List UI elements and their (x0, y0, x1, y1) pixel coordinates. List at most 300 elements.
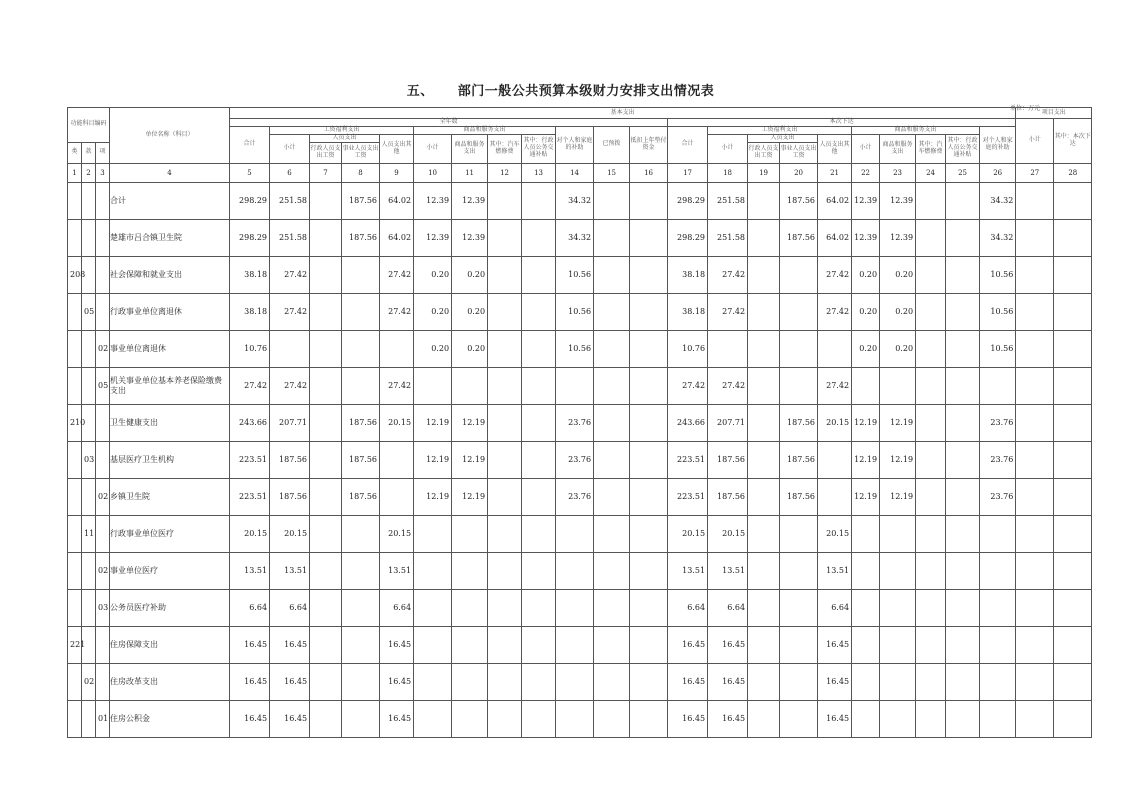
value-cell-col-13 (522, 700, 556, 737)
value-cell-col-14: 23.76 (556, 478, 594, 515)
value-cell-col-5: 6.64 (230, 589, 270, 626)
value-cell-col-16 (630, 589, 668, 626)
value-cell-col-14 (556, 515, 594, 552)
value-cell-col-5: 27.42 (230, 367, 270, 404)
kuan-code-cell: 05 (82, 293, 96, 330)
value-cell-col-17: 16.45 (668, 626, 708, 663)
value-cell-col-16 (630, 441, 668, 478)
column-index-15: 15 (594, 163, 630, 182)
value-cell-col-25 (946, 293, 980, 330)
column-index-10: 10 (414, 163, 452, 182)
value-cell-col-12 (488, 663, 522, 700)
value-cell-col-7 (310, 219, 342, 256)
value-cell-col-19 (748, 293, 780, 330)
value-cell-col-14 (556, 552, 594, 589)
value-cell-col-16 (630, 367, 668, 404)
this-issue-header: 本次下达 (668, 119, 1016, 127)
lei-code-cell (68, 219, 82, 256)
column-index-28: 28 (1054, 163, 1092, 182)
lei-code-cell (68, 589, 82, 626)
value-cell-col-15 (594, 256, 630, 293)
value-cell-col-16 (630, 330, 668, 367)
value-cell-col-11 (452, 700, 488, 737)
value-cell-col-26: 23.76 (980, 441, 1016, 478)
value-cell-col-20: 187.56 (780, 182, 818, 219)
value-cell-col-12 (488, 478, 522, 515)
lei-code-cell: 210 (68, 404, 82, 441)
basic-expense-header: 基本支出 (230, 108, 1016, 119)
value-cell-col-24 (916, 330, 946, 367)
project-expense-header: 项目支出 (1016, 108, 1092, 119)
value-cell-col-28 (1054, 626, 1092, 663)
value-cell-col-27 (1016, 626, 1054, 663)
value-cell-col-8 (342, 552, 380, 589)
carryover-header: 抵扣上年垫付资金 (630, 126, 668, 163)
value-cell-col-22: 0.20 (852, 256, 880, 293)
other-personnel-header-a: 人员支出其他 (380, 134, 414, 163)
value-cell-col-13 (522, 256, 556, 293)
value-cell-col-6 (270, 330, 310, 367)
goods-services-header-a: 商品和服务支出 (452, 134, 488, 163)
unit-name-cell: 住房公积金 (110, 700, 230, 737)
value-cell-col-25 (946, 589, 980, 626)
value-cell-col-25 (946, 367, 980, 404)
total-header: 合计 (230, 126, 270, 163)
value-cell-col-27 (1016, 478, 1054, 515)
value-cell-col-15 (594, 626, 630, 663)
value-cell-col-5: 298.29 (230, 219, 270, 256)
value-cell-col-19 (748, 441, 780, 478)
value-cell-col-24 (916, 293, 946, 330)
column-index-2: 2 (82, 163, 96, 182)
value-cell-col-21: 27.42 (818, 367, 852, 404)
value-cell-col-15 (594, 219, 630, 256)
table-row (68, 663, 1092, 700)
value-cell-col-19 (748, 367, 780, 404)
value-cell-col-21: 20.15 (818, 515, 852, 552)
column-index-24: 24 (916, 163, 946, 182)
value-cell-col-12 (488, 700, 522, 737)
value-cell-col-16 (630, 478, 668, 515)
value-cell-col-16 (630, 700, 668, 737)
xiang-code-cell (96, 256, 110, 293)
value-cell-col-27 (1016, 700, 1054, 737)
value-cell-col-13 (522, 293, 556, 330)
admin-transport-header-b: 其中：行政人员公务交通补贴 (946, 134, 980, 163)
value-cell-col-17: 223.51 (668, 441, 708, 478)
value-cell-col-14: 10.56 (556, 330, 594, 367)
value-cell-col-18 (708, 330, 748, 367)
value-cell-col-21: 16.45 (818, 663, 852, 700)
value-cell-col-22: 12.19 (852, 404, 880, 441)
column-index-26: 26 (980, 163, 1016, 182)
value-cell-col-11 (452, 589, 488, 626)
value-cell-col-9: 64.02 (380, 219, 414, 256)
value-cell-col-16 (630, 256, 668, 293)
value-cell-col-22: 0.20 (852, 330, 880, 367)
kuan-code-cell (82, 330, 96, 367)
value-cell-col-24 (916, 700, 946, 737)
value-cell-col-23: 12.19 (880, 441, 916, 478)
wage-subtotal-header-a: 小计 (270, 134, 310, 163)
value-cell-col-23: 12.19 (880, 478, 916, 515)
value-cell-col-5: 13.51 (230, 552, 270, 589)
value-cell-col-5: 16.45 (230, 663, 270, 700)
value-cell-col-10 (414, 626, 452, 663)
value-cell-col-15 (594, 441, 630, 478)
value-cell-col-10 (414, 663, 452, 700)
kuan-code-cell (82, 589, 96, 626)
value-cell-col-27 (1016, 515, 1054, 552)
unit-name-cell: 卫生健康支出 (110, 404, 230, 441)
value-cell-col-13 (522, 330, 556, 367)
value-cell-col-28 (1054, 478, 1092, 515)
value-cell-col-18: 27.42 (708, 367, 748, 404)
value-cell-col-23: 0.20 (880, 293, 916, 330)
table-row (68, 478, 1092, 515)
value-cell-col-11 (452, 515, 488, 552)
value-cell-col-27 (1016, 441, 1054, 478)
value-cell-col-14: 23.76 (556, 404, 594, 441)
kuan-code-cell (82, 478, 96, 515)
table-row (68, 441, 1092, 478)
value-cell-col-9: 6.64 (380, 589, 414, 626)
value-cell-col-14 (556, 700, 594, 737)
value-cell-col-18: 16.45 (708, 626, 748, 663)
unit-name-cell: 公务员医疗补助 (110, 589, 230, 626)
value-cell-col-17: 38.18 (668, 256, 708, 293)
value-cell-col-7 (310, 182, 342, 219)
value-cell-col-21 (818, 330, 852, 367)
value-cell-col-27 (1016, 404, 1054, 441)
value-cell-col-13 (522, 404, 556, 441)
value-cell-col-13 (522, 515, 556, 552)
column-index-9: 9 (380, 163, 414, 182)
value-cell-col-15 (594, 330, 630, 367)
value-cell-col-8 (342, 589, 380, 626)
lei-code-cell (68, 663, 82, 700)
value-cell-col-6: 6.64 (270, 589, 310, 626)
value-cell-col-25 (946, 663, 980, 700)
kuan-code-cell (82, 219, 96, 256)
lei-code-cell (68, 552, 82, 589)
value-cell-col-19 (748, 700, 780, 737)
value-cell-col-16 (630, 663, 668, 700)
value-cell-col-8: 187.56 (342, 182, 380, 219)
unit-name-cell: 事业单位医疗 (110, 552, 230, 589)
value-cell-col-23 (880, 700, 916, 737)
value-cell-col-22: 0.20 (852, 293, 880, 330)
xiang-code-cell (96, 663, 110, 700)
value-cell-col-27 (1016, 663, 1054, 700)
value-cell-col-14 (556, 367, 594, 404)
value-cell-col-5: 10.76 (230, 330, 270, 367)
value-cell-col-22 (852, 663, 880, 700)
value-cell-col-26: 34.32 (980, 182, 1016, 219)
value-cell-col-24 (916, 367, 946, 404)
table-row (68, 589, 1092, 626)
value-cell-col-24 (916, 404, 946, 441)
value-cell-col-13 (522, 478, 556, 515)
value-cell-col-24 (916, 663, 946, 700)
lei-code-cell (68, 330, 82, 367)
value-cell-col-21 (818, 478, 852, 515)
value-cell-col-21: 27.42 (818, 256, 852, 293)
value-cell-col-10 (414, 367, 452, 404)
total-header-b: 合计 (668, 126, 708, 163)
value-cell-col-6: 20.15 (270, 515, 310, 552)
unit-name-cell: 行政事业单位离退休 (110, 293, 230, 330)
value-cell-col-21: 64.02 (818, 219, 852, 256)
value-cell-col-19 (748, 626, 780, 663)
value-cell-col-22 (852, 589, 880, 626)
value-cell-col-25 (946, 441, 980, 478)
value-cell-col-18: 187.56 (708, 478, 748, 515)
value-cell-col-12 (488, 626, 522, 663)
value-cell-col-9: 20.15 (380, 515, 414, 552)
value-cell-col-27 (1016, 256, 1054, 293)
value-cell-col-28 (1054, 404, 1092, 441)
value-cell-col-10: 12.19 (414, 441, 452, 478)
value-cell-col-18: 16.45 (708, 700, 748, 737)
value-cell-col-6: 207.71 (270, 404, 310, 441)
value-cell-col-12 (488, 256, 522, 293)
value-cell-col-21: 16.45 (818, 700, 852, 737)
value-cell-col-17: 6.64 (668, 589, 708, 626)
value-cell-col-12 (488, 441, 522, 478)
value-cell-col-27 (1016, 330, 1054, 367)
value-cell-col-17: 298.29 (668, 219, 708, 256)
value-cell-col-6: 251.58 (270, 182, 310, 219)
value-cell-col-19 (748, 663, 780, 700)
subsidy-header-b: 对个人和家庭的补助 (980, 126, 1016, 163)
value-cell-col-7 (310, 367, 342, 404)
value-cell-col-20: 187.56 (780, 404, 818, 441)
value-cell-col-9: 16.45 (380, 626, 414, 663)
value-cell-col-24 (916, 256, 946, 293)
kuan-code-cell (82, 367, 96, 404)
value-cell-col-17: 298.29 (668, 182, 708, 219)
column-index-21: 21 (818, 163, 852, 182)
value-cell-col-11 (452, 367, 488, 404)
table-body (68, 182, 1092, 737)
value-cell-col-7 (310, 700, 342, 737)
value-cell-col-25 (946, 330, 980, 367)
value-cell-col-28 (1054, 700, 1092, 737)
value-cell-col-13 (522, 589, 556, 626)
value-cell-col-26 (980, 626, 1016, 663)
value-cell-col-26: 23.76 (980, 404, 1016, 441)
value-cell-col-26: 34.32 (980, 219, 1016, 256)
value-cell-col-25 (946, 552, 980, 589)
value-cell-col-21 (818, 441, 852, 478)
value-cell-col-26 (980, 589, 1016, 626)
value-cell-col-9 (380, 330, 414, 367)
value-cell-col-28 (1054, 293, 1092, 330)
value-cell-col-5: 16.45 (230, 626, 270, 663)
goods-header-b: 商品和服务支出 (852, 126, 980, 134)
xiang-code-cell: 02 (96, 330, 110, 367)
value-cell-col-20: 187.56 (780, 441, 818, 478)
value-cell-col-10: 0.20 (414, 256, 452, 293)
value-cell-col-28 (1054, 552, 1092, 589)
value-cell-col-12 (488, 552, 522, 589)
value-cell-col-7 (310, 626, 342, 663)
value-cell-col-20: 187.56 (780, 219, 818, 256)
xiang-code-cell: 05 (96, 367, 110, 404)
value-cell-col-14 (556, 626, 594, 663)
value-cell-col-22: 12.39 (852, 182, 880, 219)
value-cell-col-13 (522, 441, 556, 478)
table-row (68, 293, 1092, 330)
allocated-header: 已预拨 (594, 126, 630, 163)
table-row (68, 182, 1092, 219)
value-cell-col-14: 34.32 (556, 219, 594, 256)
value-cell-col-12 (488, 330, 522, 367)
lei-header: 类 (68, 142, 82, 163)
value-cell-col-11: 0.20 (452, 330, 488, 367)
lei-code-cell (68, 515, 82, 552)
value-cell-col-28 (1054, 330, 1092, 367)
value-cell-col-24 (916, 478, 946, 515)
value-cell-col-10: 12.19 (414, 478, 452, 515)
admin-transport-header-a: 其中：行政人员公务交通补贴 (522, 134, 556, 163)
value-cell-col-11 (452, 626, 488, 663)
kuan-code-cell: 02 (82, 663, 96, 700)
kuan-code-cell: 11 (82, 515, 96, 552)
value-cell-col-6: 27.42 (270, 367, 310, 404)
lei-code-cell (68, 441, 82, 478)
value-cell-col-16 (630, 219, 668, 256)
value-cell-col-19 (748, 256, 780, 293)
column-index-7: 7 (310, 163, 342, 182)
value-cell-col-26: 23.76 (980, 478, 1016, 515)
subsidy-header-a: 对个人和家庭的补助 (556, 126, 594, 163)
unit-name-cell: 基层医疗卫生机构 (110, 441, 230, 478)
value-cell-col-23: 12.39 (880, 182, 916, 219)
value-cell-col-17: 38.18 (668, 293, 708, 330)
value-cell-col-28 (1054, 219, 1092, 256)
value-cell-col-22: 12.39 (852, 219, 880, 256)
value-cell-col-16 (630, 182, 668, 219)
value-cell-col-22 (852, 626, 880, 663)
column-index-20: 20 (780, 163, 818, 182)
value-cell-col-8 (342, 293, 380, 330)
unit-name-cell: 住房改革支出 (110, 663, 230, 700)
value-cell-col-26: 10.56 (980, 256, 1016, 293)
xiang-code-cell (96, 404, 110, 441)
value-cell-col-7 (310, 663, 342, 700)
goods-subtotal-header-a: 小计 (414, 134, 452, 163)
value-cell-col-12 (488, 219, 522, 256)
value-cell-col-9: 64.02 (380, 182, 414, 219)
column-index-12: 12 (488, 163, 522, 182)
value-cell-col-23 (880, 626, 916, 663)
value-cell-col-16 (630, 626, 668, 663)
value-cell-col-22 (852, 700, 880, 737)
value-cell-col-18: 16.45 (708, 663, 748, 700)
goods-subtotal-header-b: 小计 (852, 134, 880, 163)
value-cell-col-28 (1054, 182, 1092, 219)
table-row (68, 626, 1092, 663)
title-text: 部门一般公共预算本级财力安排支出情况表 (457, 84, 715, 99)
column-index-11: 11 (452, 163, 488, 182)
value-cell-col-8 (342, 626, 380, 663)
value-cell-col-8 (342, 367, 380, 404)
value-cell-col-18: 27.42 (708, 293, 748, 330)
value-cell-col-15 (594, 478, 630, 515)
value-cell-col-14: 10.56 (556, 293, 594, 330)
value-cell-col-22: 12.19 (852, 478, 880, 515)
column-index-13: 13 (522, 163, 556, 182)
budget-table (67, 107, 1092, 738)
value-cell-col-19 (748, 515, 780, 552)
value-cell-col-9: 13.51 (380, 552, 414, 589)
value-cell-col-13 (522, 219, 556, 256)
value-cell-col-24 (916, 219, 946, 256)
value-cell-col-24 (916, 182, 946, 219)
value-cell-col-9: 27.42 (380, 367, 414, 404)
value-cell-col-23 (880, 515, 916, 552)
value-cell-col-18: 187.56 (708, 441, 748, 478)
value-cell-col-18: 13.51 (708, 552, 748, 589)
value-cell-col-5: 20.15 (230, 515, 270, 552)
value-cell-col-7 (310, 441, 342, 478)
value-cell-col-12 (488, 182, 522, 219)
value-cell-col-15 (594, 589, 630, 626)
value-cell-col-23: 12.39 (880, 219, 916, 256)
value-cell-col-19 (748, 219, 780, 256)
value-cell-col-20 (780, 256, 818, 293)
unit-name-cell: 合计 (110, 182, 230, 219)
value-cell-col-10 (414, 700, 452, 737)
value-cell-col-23 (880, 589, 916, 626)
value-cell-col-17: 27.42 (668, 367, 708, 404)
value-cell-col-6: 187.56 (270, 478, 310, 515)
value-cell-col-10: 0.20 (414, 293, 452, 330)
value-cell-col-8: 187.56 (342, 478, 380, 515)
unit-name-cell: 机关事业单位基本养老保险缴费支出 (110, 367, 230, 404)
value-cell-col-21: 6.64 (818, 589, 852, 626)
value-cell-col-8 (342, 256, 380, 293)
table-row (68, 330, 1092, 367)
admin-staff-header-b: 行政人员支出工资 (748, 142, 780, 163)
column-index-17: 17 (668, 163, 708, 182)
value-cell-col-6: 16.45 (270, 700, 310, 737)
value-cell-col-25 (946, 404, 980, 441)
xiang-code-cell (96, 515, 110, 552)
value-cell-col-20 (780, 515, 818, 552)
lei-code-cell: 221 (68, 626, 82, 663)
value-cell-col-6: 187.56 (270, 441, 310, 478)
public-staff-header-a: 事业人员支出工资 (342, 142, 380, 163)
value-cell-col-10 (414, 552, 452, 589)
value-cell-col-7 (310, 552, 342, 589)
full-year-header: 全年数 (230, 119, 668, 127)
value-cell-col-15 (594, 293, 630, 330)
value-cell-col-10 (414, 589, 452, 626)
value-cell-col-24 (916, 626, 946, 663)
value-cell-col-7 (310, 589, 342, 626)
value-cell-col-15 (594, 515, 630, 552)
value-cell-col-7 (310, 404, 342, 441)
value-cell-col-26 (980, 552, 1016, 589)
column-index-6: 6 (270, 163, 310, 182)
value-cell-col-15 (594, 182, 630, 219)
table-row (68, 404, 1092, 441)
unit-name-cell: 社会保障和就业支出 (110, 256, 230, 293)
value-cell-col-25 (946, 182, 980, 219)
